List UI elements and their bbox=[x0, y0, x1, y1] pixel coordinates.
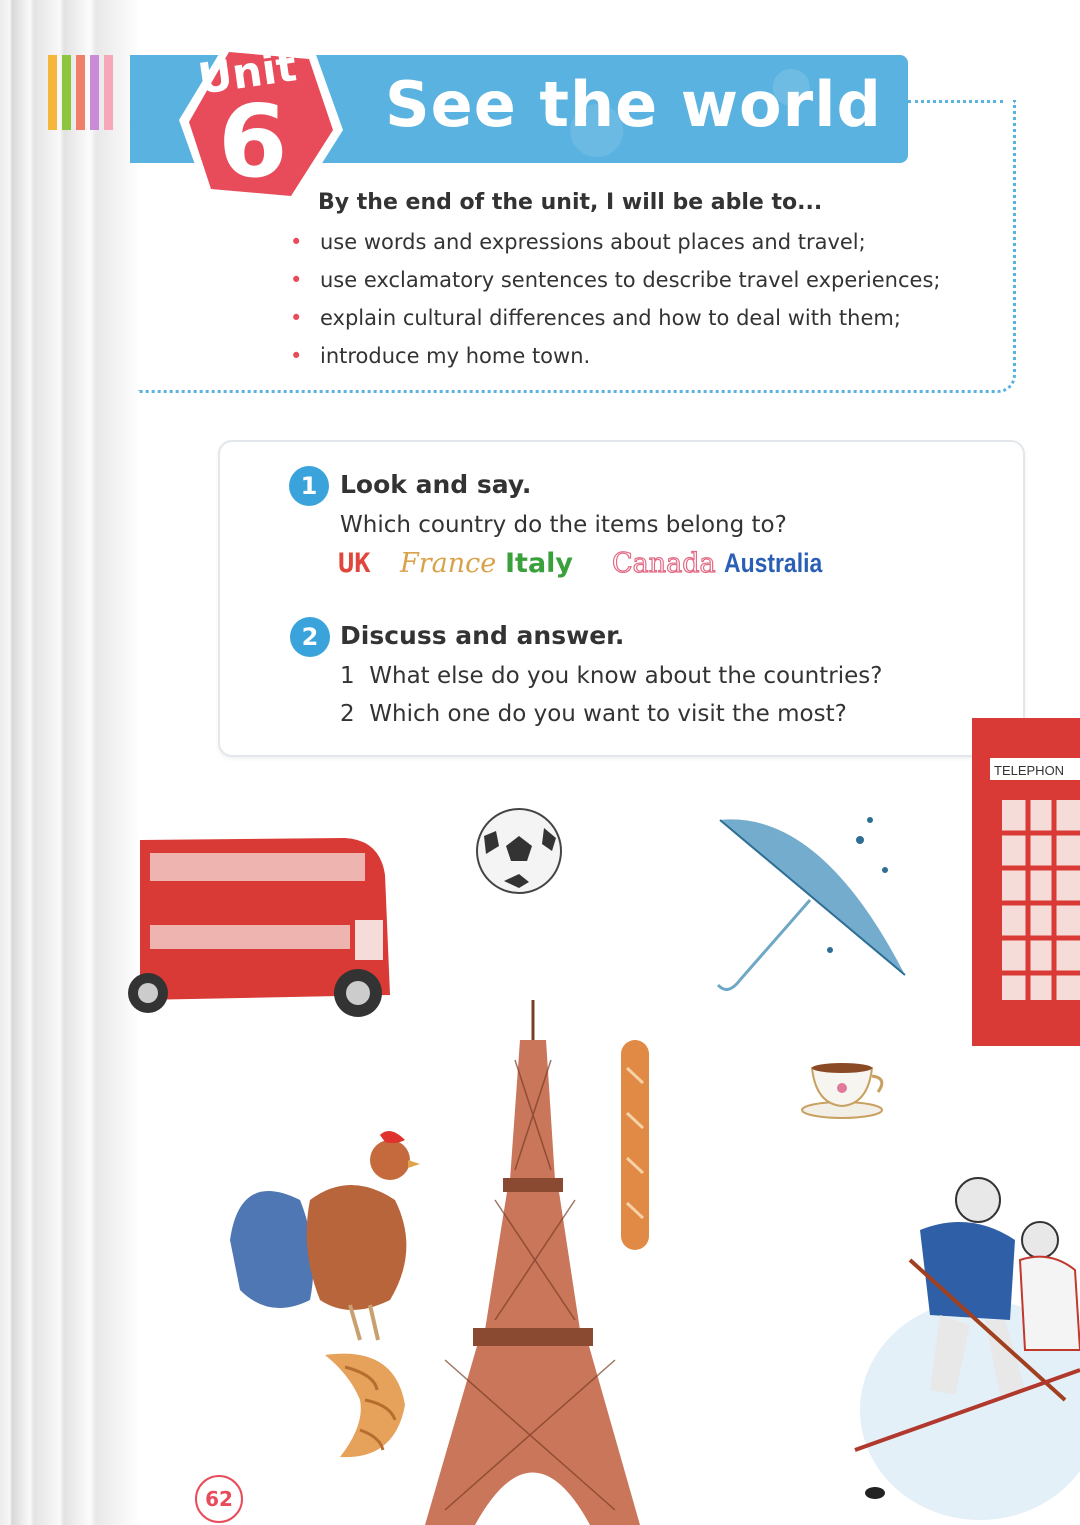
goal-item: • use exclamatory sentences to describe travel experiences; bbox=[290, 268, 941, 292]
book-spine-edge bbox=[0, 0, 140, 1525]
eiffel-tower-illustration bbox=[415, 1000, 645, 1525]
goal-item: • use words and expressions about places and travel; bbox=[290, 230, 866, 254]
telephone-box-illustration bbox=[972, 718, 1080, 1048]
page-tab bbox=[62, 55, 71, 130]
activity-title: Look and say. bbox=[340, 470, 532, 499]
country-australia: Australia bbox=[724, 548, 823, 578]
activity-number-badge: 1 bbox=[289, 466, 329, 506]
umbrella-illustration bbox=[710, 800, 920, 1000]
telephone-sign: TELEPHON bbox=[994, 763, 1065, 778]
page-tab bbox=[48, 55, 57, 130]
goal-item: • explain cultural differences and how to deal with them; bbox=[290, 306, 901, 330]
page-tab bbox=[104, 55, 113, 130]
goals-heading: By the end of the unit, I will be able to... bbox=[318, 190, 823, 215]
unit-title: See the world bbox=[385, 68, 882, 141]
goal-item: • introduce my home town. bbox=[290, 344, 591, 368]
page-tab bbox=[90, 55, 99, 130]
rooster-illustration bbox=[220, 1130, 425, 1345]
discussion-question: 1 What else do you know about the countries? bbox=[340, 663, 883, 689]
country-france: France bbox=[400, 548, 497, 579]
activity-number-badge: 2 bbox=[290, 617, 330, 657]
unit-number: 6 bbox=[218, 83, 288, 200]
ice-hockey-illustration bbox=[850, 1150, 1080, 1520]
double-decker-bus-illustration bbox=[140, 835, 395, 1020]
croissant-illustration bbox=[305, 1345, 415, 1465]
activity-question: Which country do the items belong to? bbox=[340, 512, 787, 538]
activity-title: Discuss and answer. bbox=[340, 621, 625, 650]
unit-label: Unit bbox=[195, 41, 300, 104]
football-illustration bbox=[474, 806, 564, 896]
goals-dotted-top bbox=[908, 100, 1003, 103]
teacup-illustration bbox=[800, 1058, 890, 1120]
country-italy: Italy bbox=[505, 548, 574, 579]
discussion-question: 2 Which one do you want to visit the most? bbox=[340, 701, 847, 727]
page-number: 62 bbox=[195, 1475, 243, 1523]
country-canada: Canada bbox=[612, 548, 716, 579]
page-tab bbox=[76, 55, 85, 130]
country-uk: UK bbox=[338, 548, 371, 579]
